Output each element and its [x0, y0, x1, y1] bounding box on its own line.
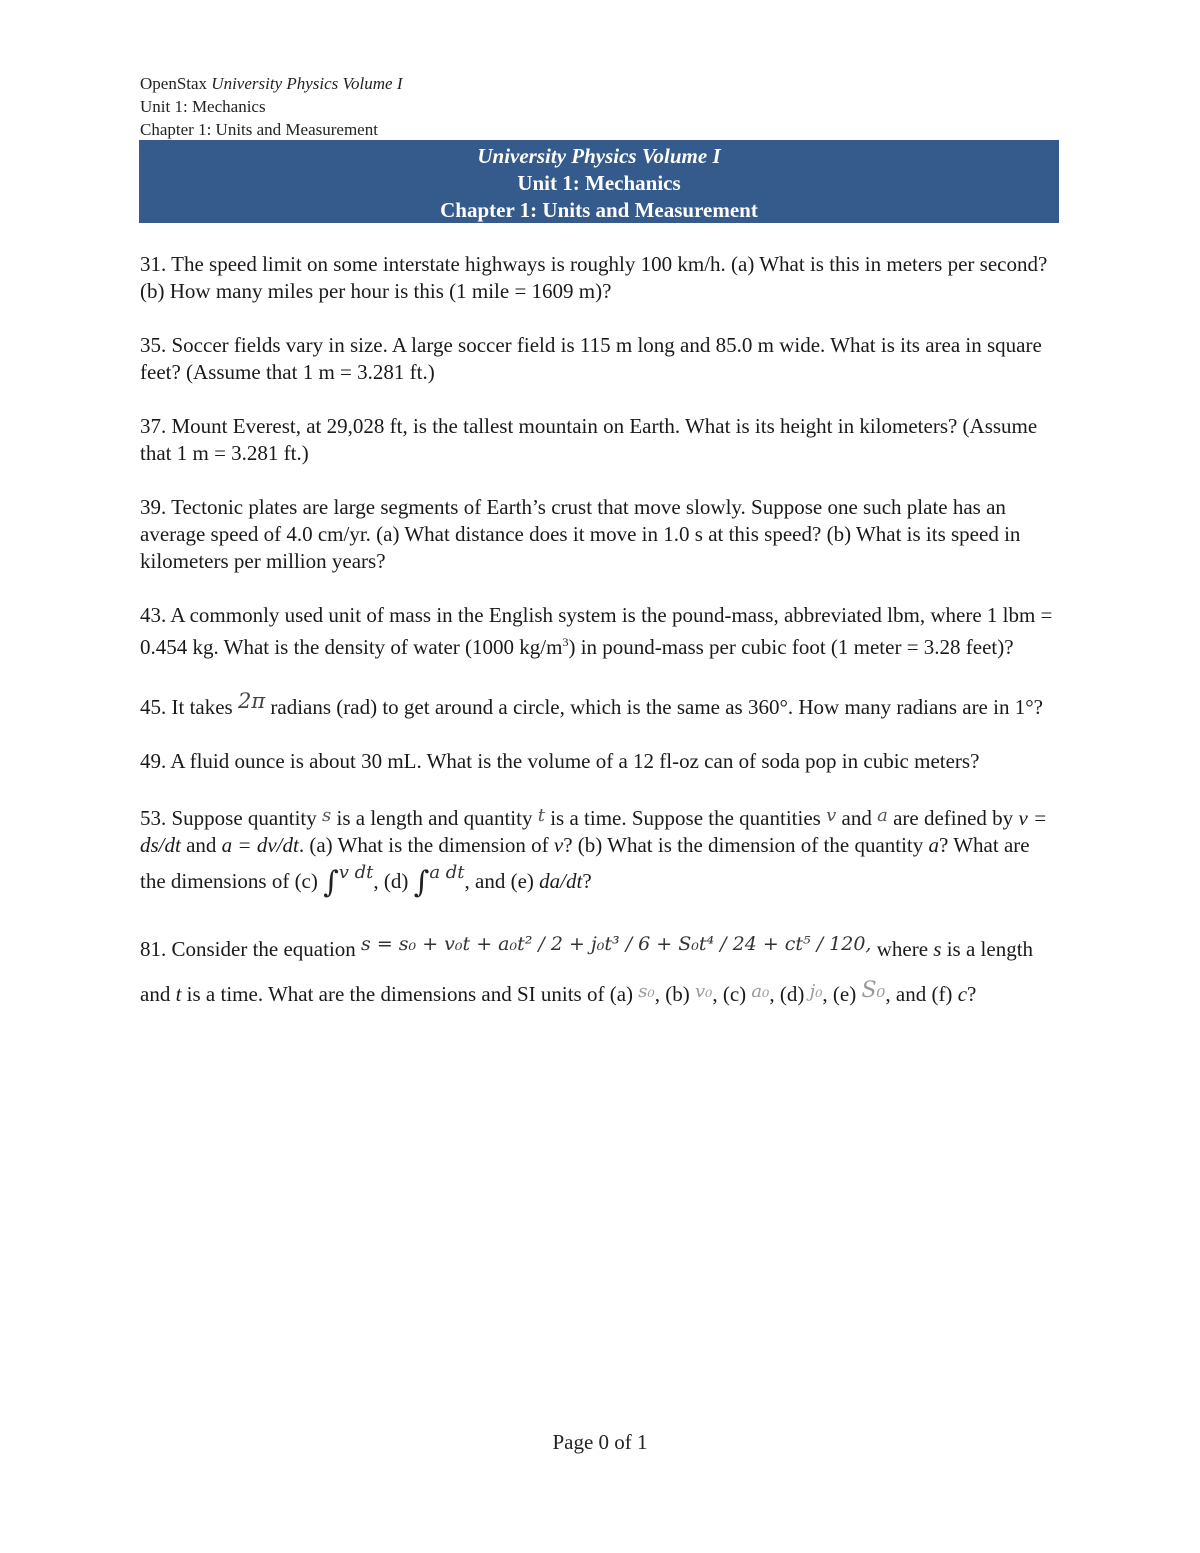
problem-list: [140, 251, 1060, 1042]
banner-chapter: Chapter 1: Units and Measurement: [440, 198, 758, 222]
problem-49: 49. A fluid ounce is about 30 mL. What is the volume of a 12 fl-oz can of soda pop in cubic meters?: [140, 749, 980, 773]
title-banner: [139, 140, 1059, 223]
running-header: [140, 72, 403, 141]
problem-45: 45. It takes 2π radians (rad) to get around a circle, which is the same as 360°. How many radians are in 1°?: [140, 689, 1043, 719]
header-line-chapter: Chapter 1: Units and Measurement: [140, 120, 378, 139]
integral-sign-icon: ∫: [323, 865, 339, 900]
banner-book-title: University Physics Volume I: [477, 144, 721, 168]
integral-v-dt: ∫v dt: [323, 862, 374, 900]
problem-43: 43. A commonly used unit of mass in the English system is the pound-mass, abbreviated lbm, where 1 lbm = 0.454 kg. What is the density of water (1000 $kg/m^3$) in pound-mass per cubic foot (1 meter = 3.28 feet)?: [140, 603, 1053, 659]
page-footer: Page 0 of 1: [552, 1430, 648, 1454]
header-line-book: OpenStax University Physics Volume I: [140, 74, 403, 93]
problem-53: 53. Suppose quantity s is a length and quantity t is a time. Suppose the quantities v and a are defined by v = ds/dt and a = dv/dt. (a) What is the dimension of v? (b) What is the dimension of the quantity a? What are the dimensions of (c) ∫v dt, (d) ∫a dt, and (e) da/dt?: [140, 805, 1048, 900]
banner-unit: Unit 1: Mechanics: [517, 171, 681, 195]
problem-39: 39. Tectonic plates are large segments of Earth’s crust that move slowly. Suppose one such plate has an average speed of 4.0 cm/yr. (a) What distance does it move in 1.0 s at this speed? (b) What is its speed in kilometers per million years?: [140, 495, 1021, 573]
header-line-unit: Unit 1: Mechanics: [140, 97, 266, 116]
problem-81: 81. Consider the equation s = s₀ + v₀t + a₀t² / 2 + j₀t³ / 6 + S₀t⁴ / 24 + ct⁵ / 120, where s is a length and t is a time. What are the dimensions and SI units of (a) s₀, (b) v₀, (c) a₀, (d) j₀, (e) S₀, and (f) c?: [140, 933, 1034, 1006]
problem-31: 31. The speed limit on some interstate highways is roughly 100 km/h. (a) What is this in meters per second? (b) How many miles per hour is this (1 mile = 1609 m)?: [140, 252, 1048, 303]
problem-37: 37. Mount Everest, at 29,028 ft, is the tallest mountain on Earth. What is its height in kilometers? (Assume that 1 m = 3.281 ft.): [140, 414, 1038, 465]
integral-sign-icon: ∫: [413, 865, 430, 900]
motion-equation: s = s₀ + v₀t + a₀t² / 2 + j₀t³ / 6 + S₀t⁴ / 24 + ct⁵ / 120,: [361, 933, 872, 955]
two-pi-math: 2π: [237, 689, 266, 713]
integral-a-dt: ∫a dt: [413, 862, 465, 900]
problem-35: 35. Soccer fields vary in size. A large soccer field is 115 m long and 85.0 m wide. What is its area in square feet? (Assume that 1 m = 3.281 ft.): [140, 333, 1042, 384]
